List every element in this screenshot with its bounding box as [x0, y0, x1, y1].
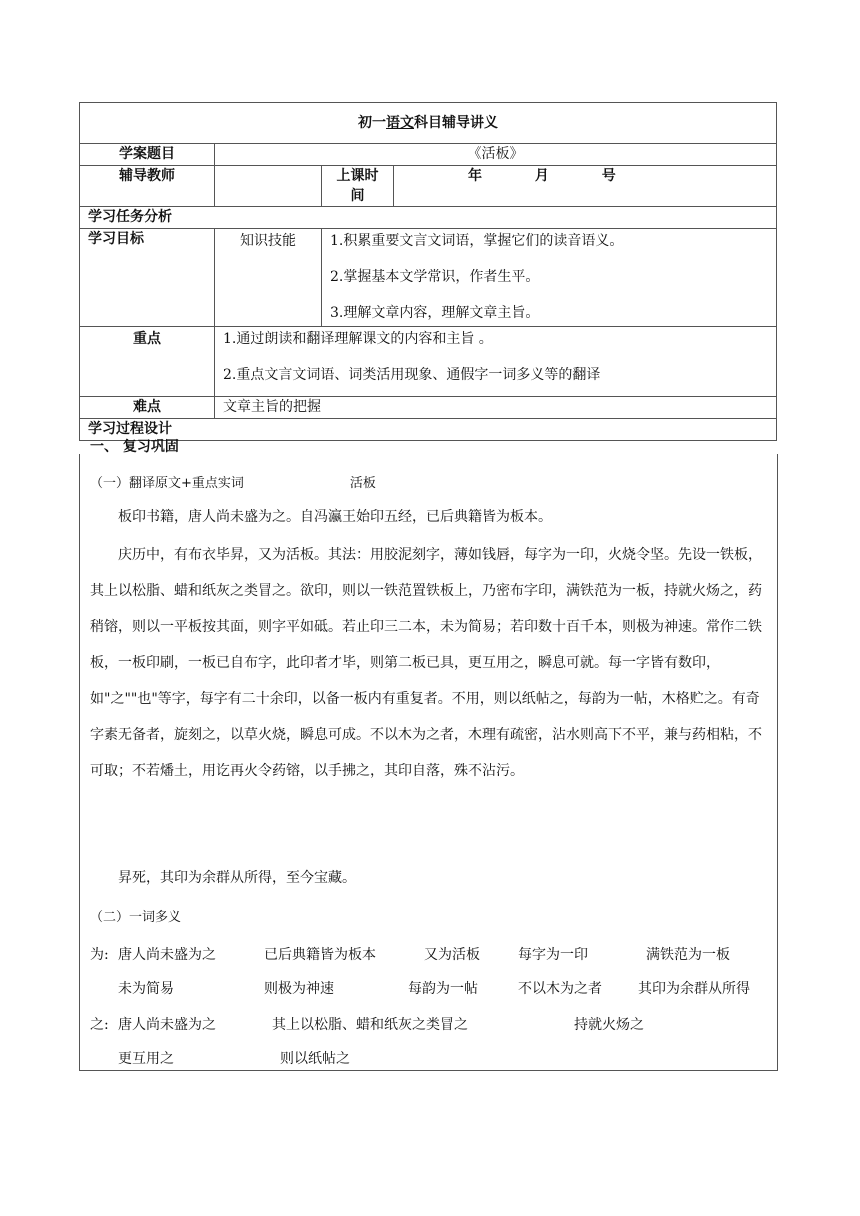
teacher-label: 辅导教师: [80, 166, 215, 207]
zhi-row-2: [90, 1048, 770, 1068]
handout-table: [79, 102, 777, 441]
topic-value: 《活板》: [215, 144, 777, 166]
time-day: 号: [601, 168, 616, 184]
wei-label: 为:: [90, 947, 109, 963]
wei-row-1: [90, 944, 770, 964]
wei-example: 不以木为之者: [518, 981, 602, 997]
zhi-row-1: [90, 1014, 770, 1034]
analysis-section-label: 学习任务分析: [80, 207, 777, 229]
objective-label: 学习目标: [80, 229, 215, 327]
paragraph-3: 昇死，其印为余群从所得，至今宝藏。: [118, 870, 356, 886]
sub1-title-text: （一）翻译原文+重点实词: [90, 476, 244, 491]
zhi-example: 更互用之: [118, 1051, 174, 1067]
part1-title: 一、 复习巩固: [90, 439, 179, 455]
skill-label: 知识技能: [215, 229, 322, 327]
process-section-label: 学习过程设计: [80, 419, 777, 441]
paragraph-2: 庆历中，有布衣毕昇，又为活板。其法：用胶泥刻字，薄如钱唇，每字为一印，火烧令坚。先设一铁板，其上以松脂、蜡和纸灰之类冒之。欲印，则以一铁范置铁板上，乃密布字印，满铁范为一板，持就火炀之，药稍镕，则以一平板按其面，则字平如砥。若止印三二本，未为简易；若印数十百千本，则极为神速。常作二铁板，一板印刷，一板已自布字，此印者才毕，则第二板已具，更互用之，瞬息可就。每一字皆有数印，如"之""也"等字，每字有二十余印，以备一板内有重复者。不用，则以纸帖之，每韵为一帖，木格贮之。有奇字素无备者，旋刻之，以草火烧，瞬息可成。不以木为之者，木理有疏密，沾水则高下不平，兼与药相粘，不可取；不若燔土，用讫再火令药镕，以手拂之，其印自落，殊不沾污。: [90, 547, 762, 779]
zhi-example: 其上以松脂、蜡和纸灰之类冒之: [272, 1017, 468, 1033]
wei-example: 又为活板: [424, 947, 480, 963]
sub1-title: [90, 472, 376, 491]
page-title: [80, 103, 777, 144]
time-label: 上课时间: [322, 166, 394, 207]
teacher-value: [215, 166, 322, 207]
focus-item: 1.通过朗读和翻译理解课文的内容和主旨 。: [223, 331, 493, 347]
wei-example: 唐人尚未盛为之: [118, 947, 216, 963]
zhi-example: 则以纸帖之: [280, 1051, 350, 1067]
time-value: [394, 166, 777, 207]
objective-item: 2.掌握基本文学常识，作者生平。: [330, 269, 540, 285]
time-year: 年: [468, 168, 482, 184]
time-month: 月: [534, 168, 549, 184]
sub2-title: （二）一词多义: [90, 910, 182, 925]
difficulty-label: 难点: [80, 397, 215, 419]
objective-list: [322, 229, 777, 327]
paragraph-1: 板印书籍，唐人尚未盛为之。自冯瀛王始印五经，已后典籍皆为板本。: [118, 509, 552, 525]
zhi-example: 持就火炀之: [574, 1017, 644, 1033]
process-body: [79, 439, 778, 1071]
wei-example: 满铁范为一板: [646, 947, 730, 963]
wei-example: 每字为一印: [518, 947, 588, 963]
difficulty-value: 文章主旨的把握: [215, 397, 777, 419]
wei-example: 未为简易: [118, 981, 174, 997]
wei-example: 每韵为一帖: [408, 981, 478, 997]
focus-list: [215, 327, 777, 397]
focus-label: 重点: [80, 327, 215, 397]
wei-example: 已后典籍皆为板本: [264, 947, 376, 963]
objective-item: 1.积累重要文言文词语，掌握它们的读音语义。: [330, 233, 624, 249]
objective-item: 3.理解文章内容，理解文章主旨。: [330, 305, 540, 321]
title-prefix: 初一: [358, 115, 387, 131]
topic-label: 学案题目: [80, 144, 215, 166]
title-suffix: 科目辅导讲义: [414, 115, 499, 131]
wei-row-2: [90, 978, 770, 998]
title-subject: 语文: [386, 115, 415, 131]
focus-item: 2.重点文言文词语、词类活用现象、通假字一词多义等的翻译: [223, 367, 601, 383]
wei-example: 其印为余群从所得: [638, 981, 750, 997]
sub1-article-name: 活板: [349, 476, 376, 491]
zhi-example: 唐人尚未盛为之: [118, 1017, 216, 1033]
zhi-label: 之:: [90, 1017, 109, 1033]
wei-example: 则极为神速: [264, 981, 334, 997]
